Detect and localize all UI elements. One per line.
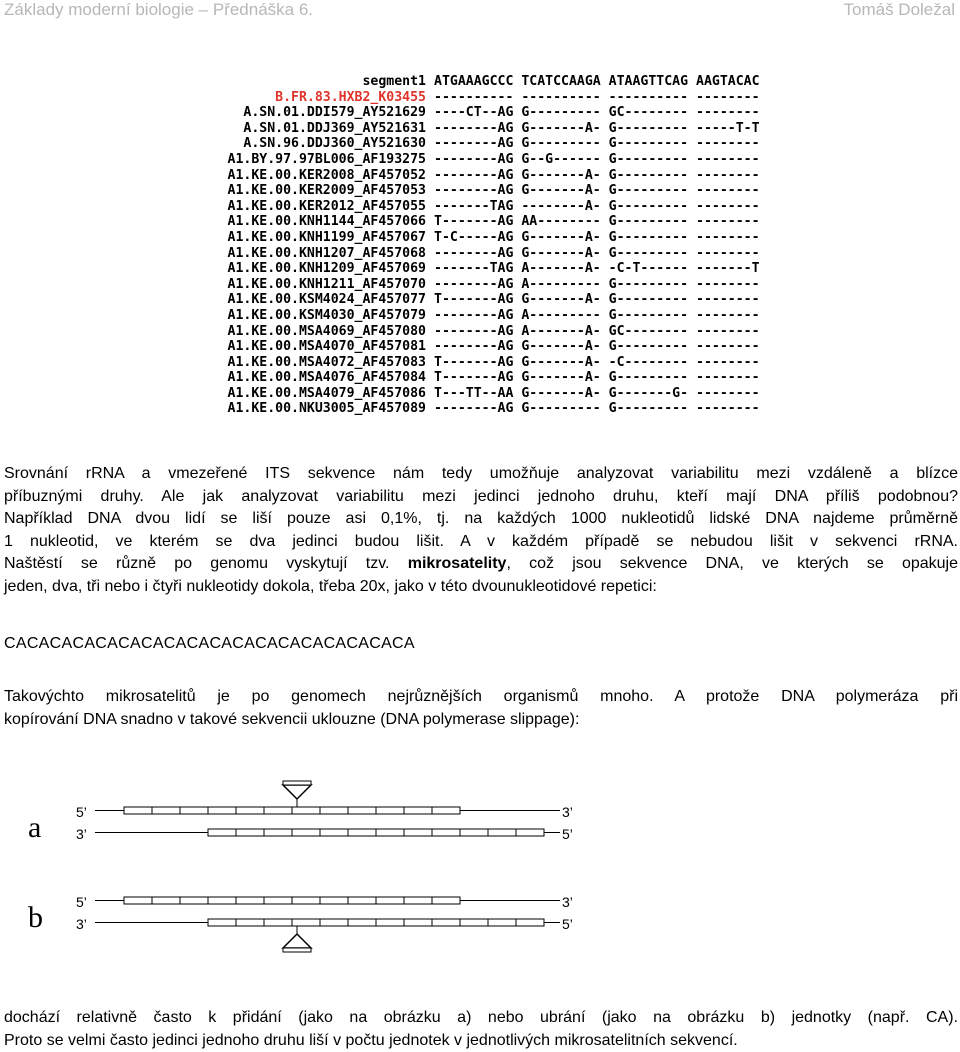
repeat-unit — [376, 897, 404, 904]
repeat-unit — [292, 807, 320, 814]
alignment-row — [160, 74, 838, 90]
sequence-bases: --------AG G-------A- G--------- -------- — [434, 339, 760, 355]
repeat-unit — [404, 829, 432, 836]
sequence-name: A1.KE.00.KER2008_AF457052 — [227, 167, 426, 183]
sequence-bases: --------AG G-------A- G--------- -------- — [434, 183, 760, 199]
alignment-row — [160, 355, 838, 371]
term-microsatellites: mikrosatelity — [407, 555, 507, 573]
diagram-a-label: a — [28, 811, 42, 844]
repeat-unit — [208, 897, 236, 904]
alignment-row — [160, 246, 838, 262]
sequence-bases: T-------AG G-------A- G--------- -------- — [434, 292, 760, 308]
repeat-unit — [320, 897, 348, 904]
repeat-unit — [516, 919, 544, 926]
strand-label-bottom-left: 3’ — [76, 916, 87, 932]
sequence-name: B.FR.83.HXB2_K03455 — [275, 89, 426, 105]
repeat-unit — [236, 807, 264, 814]
sequence-name: A1.KE.00.KSM4030_AF457079 — [227, 307, 426, 323]
repeat-unit — [208, 807, 236, 814]
sequence-name: segment1 — [362, 74, 426, 89]
repeat-unit — [320, 919, 348, 926]
paragraph-slippage — [4, 686, 958, 731]
sequence-name: A1.KE.00.KSM4024_AF457077 — [227, 292, 426, 308]
diagram-b-label: b — [28, 901, 43, 934]
repeat-unit — [404, 897, 432, 904]
repeat-unit — [264, 807, 292, 814]
alignment-row — [160, 152, 838, 168]
sequence-bases: --------AG G-------A- G--------- -------- — [434, 245, 760, 261]
repeat-unit — [460, 919, 488, 926]
text-line — [4, 553, 958, 576]
sequence-bases: T-C-----AG G-------A- G--------- -------- — [434, 229, 760, 245]
repeat-unit — [348, 807, 376, 814]
text-segment: , což jsou sekvence DNA, ve kterých se opakuje — [506, 555, 958, 573]
dna-strands — [95, 897, 560, 952]
alignment-row — [160, 168, 838, 184]
sequence-name: A1.KE.00.KER2012_AF457055 — [227, 198, 426, 214]
diagram-a-svg — [20, 782, 590, 862]
strand-label-bottom-right: 5’ — [562, 826, 573, 842]
repeat-unit — [264, 919, 292, 926]
loop-triangle — [283, 934, 311, 948]
slippage-diagram-b — [20, 887, 590, 967]
text-line: dochází relativně často k přidání (jako na obrázku a) nebo ubrání (jako na obrázku b) jednotky (např. CA). — [4, 1009, 958, 1026]
text-line: Například DNA dvou lidí se liší pouze asi 0,1%, tj. na každých 1000 nukleotidů lidské DNA najdeme průměrně — [4, 510, 958, 528]
repeat-unit — [264, 829, 292, 836]
sequence-name: A1.KE.00.MSA4069_AF457080 — [227, 323, 426, 339]
sequence-bases: -------TAG A-------A- -C-T------ -------T — [434, 261, 760, 277]
loop-triangle — [283, 785, 311, 799]
repeat-unit — [432, 829, 460, 836]
text-segment: Naštěstí se různě po genomu vyskytují tzv. — [4, 555, 390, 573]
dinucleotide-repeat: CACACACACACACACACACACACACACACACACACA — [4, 635, 415, 652]
alignment-row — [160, 230, 838, 246]
sequence-bases: --------AG G--------- G--------- -------- — [434, 401, 760, 417]
sequence-alignment — [160, 74, 838, 432]
loop-unit — [283, 781, 311, 785]
sequence-bases: --------AG A--------- G--------- -------- — [434, 276, 760, 292]
alignment-row — [160, 308, 838, 324]
repeat-unit — [236, 919, 264, 926]
strand-label-top-left: 5’ — [76, 804, 87, 820]
sequence-bases: --------AG A--------- G--------- -------- — [434, 307, 760, 323]
sequence-name: A1.KE.00.KNH1207_AF457068 — [227, 245, 426, 261]
slippage-diagram-a — [20, 782, 590, 862]
repeat-unit — [376, 919, 404, 926]
repeat-unit — [460, 829, 488, 836]
text-line: Takovýchto mikrosatelitů je po genomech nejrůznějších organismů mnoho. A protože DNA polymeráza při — [4, 688, 958, 705]
text-line: kopírování DNA snadno v takové sekvencii uklouzne (DNA polymerase slippage): — [4, 710, 580, 728]
sequence-name: A1.KE.00.KNH1144_AF457066 — [227, 214, 426, 230]
sequence-bases: T-------AG G-------A- -C-------- -------- — [434, 354, 760, 370]
text-line: jeden, dva, tři nebo i čtyři nukleotidy dokola, třeba 20x, jako v této dvounukleotidové repetici: — [4, 577, 657, 595]
sequence-bases: --------AG G--------- G--------- -------- — [434, 136, 760, 152]
sequence-name: A1.BY.97.97BL006_AF193275 — [227, 151, 426, 167]
sequence-name: A.SN.96.DDJ360_AY521630 — [243, 136, 426, 152]
sequence-name: A1.KE.00.KNH1211_AF457070 — [227, 276, 426, 292]
sequence-name: A1.KE.00.KER2009_AF457053 — [227, 183, 426, 199]
repeat-unit — [152, 807, 180, 814]
repeat-unit — [264, 897, 292, 904]
sequence-name: A1.KE.00.KNH1209_AF457069 — [227, 261, 426, 277]
header-author: Tomáš Doležal — [843, 0, 955, 19]
loop-unit — [283, 948, 311, 952]
repeat-unit — [404, 807, 432, 814]
alignment-row — [160, 277, 838, 293]
repeat-unit — [208, 829, 236, 836]
sequence-bases: --------AG A-------A- GC-------- -------- — [434, 323, 760, 339]
repeat-unit — [152, 897, 180, 904]
repeat-unit — [236, 897, 264, 904]
repeat-unit — [432, 807, 460, 814]
sequence-name: A.SN.01.DDI579_AY521629 — [243, 105, 426, 121]
sequence-name: A1.KE.00.MSA4070_AF457081 — [227, 339, 426, 355]
alignment-row — [160, 214, 838, 230]
sequence-bases: T---TT--AA G-------A- G-------G- -------- — [434, 385, 760, 401]
alignment-row — [160, 105, 838, 121]
paragraph-intro — [4, 463, 958, 599]
dna-strands — [95, 781, 560, 836]
repeat-unit — [320, 829, 348, 836]
sequence-bases: --------AG G-------A- G--------- -----T-T — [434, 120, 760, 136]
sequence-name: A.SN.01.DDJ369_AY521631 — [243, 120, 426, 136]
repeat-unit — [348, 829, 376, 836]
repeat-unit — [292, 919, 320, 926]
repeat-unit — [320, 807, 348, 814]
text-line: Srovnání rRNA a vmezeřené ITS sekvence nám tedy umožňuje analyzovat variabilitu mezi vzdáleně a blízce — [4, 465, 958, 482]
text-line: 1 nukleotid, ve kterém se dva jedinci budou lišit. A v každém případě se nebudou lišit v sekvenci rRNA. — [4, 532, 958, 550]
sequence-bases: T-------AG G-------A- G--------- -------- — [434, 370, 760, 386]
sequence-name: A1.KE.00.KNH1199_AF457067 — [227, 229, 426, 245]
strand-label-bottom-left: 3’ — [76, 826, 87, 842]
repeat-unit — [376, 829, 404, 836]
repeat-unit — [404, 919, 432, 926]
sequence-bases: ----CT--AG G--------- GC-------- -------- — [434, 105, 760, 121]
repeat-unit — [488, 919, 516, 926]
text-line: příbuznými druhy. Ale jak analyzovat variabilitu mezi jedinci jednoho druhu, kteří mají DNA příliš podobnou? — [4, 487, 958, 505]
sequence-name: A1.KE.00.MSA4072_AF457083 — [227, 354, 426, 370]
repeat-unit — [124, 897, 152, 904]
header-title: Základy moderní biologie – Přednáška 6. — [4, 0, 314, 19]
repeat-unit — [208, 919, 236, 926]
strand-label-bottom-right: 5’ — [562, 916, 573, 932]
repeat-unit — [348, 919, 376, 926]
alignment-row — [160, 90, 838, 106]
sequence-bases: ---------- ---------- ---------- -------- — [434, 89, 760, 105]
sequence-name: A1.KE.00.NKU3005_AF457089 — [227, 401, 426, 417]
repeat-unit — [292, 829, 320, 836]
sequence-bases: -------TAG --------A- G--------- -------- — [434, 198, 760, 214]
alignment-row — [160, 121, 838, 137]
alignment-row — [160, 401, 838, 417]
repeat-unit — [180, 897, 208, 904]
alignment-row — [160, 292, 838, 308]
paragraph-conclusion — [4, 1007, 958, 1052]
alignment-row — [160, 324, 838, 340]
sequence-bases: --------AG G-------A- G--------- -------- — [434, 167, 760, 183]
repeat-unit — [292, 897, 320, 904]
alignment-row — [160, 199, 838, 215]
repeat-unit — [376, 807, 404, 814]
repeat-unit — [236, 829, 264, 836]
sequence-bases: ATGAAAGCCC TCATCCAAGA ATAAGTTCAG AAGTACAC — [434, 74, 760, 89]
strand-label-top-left: 5’ — [76, 894, 87, 910]
sequence-name: A1.KE.00.MSA4079_AF457086 — [227, 385, 426, 401]
sequence-bases: --------AG G--G------ G--------- -------- — [434, 151, 760, 167]
alignment-row — [160, 386, 838, 402]
strand-label-top-right: 3’ — [562, 804, 573, 820]
strand-label-top-right: 3’ — [562, 894, 573, 910]
alignment-row — [160, 339, 838, 355]
sequence-bases: T-------AG AA-------- G--------- -------- — [434, 214, 760, 230]
repeat-unit — [432, 897, 460, 904]
alignment-row — [160, 261, 838, 277]
repeat-unit — [124, 807, 152, 814]
repeat-unit — [516, 829, 544, 836]
alignment-row — [160, 183, 838, 199]
sequence-name: A1.KE.00.MSA4076_AF457084 — [227, 370, 426, 386]
repeat-unit — [348, 897, 376, 904]
repeat-unit — [432, 919, 460, 926]
alignment-row — [160, 370, 838, 386]
alignment-row — [160, 136, 838, 152]
text-line: Proto se velmi často jedinci jednoho druhu liší v počtu jednotek v jednotlivých mikrosatelitních sekvencí. — [4, 1031, 738, 1049]
diagram-b-svg — [20, 887, 590, 967]
repeat-unit — [180, 807, 208, 814]
repeat-unit — [488, 829, 516, 836]
